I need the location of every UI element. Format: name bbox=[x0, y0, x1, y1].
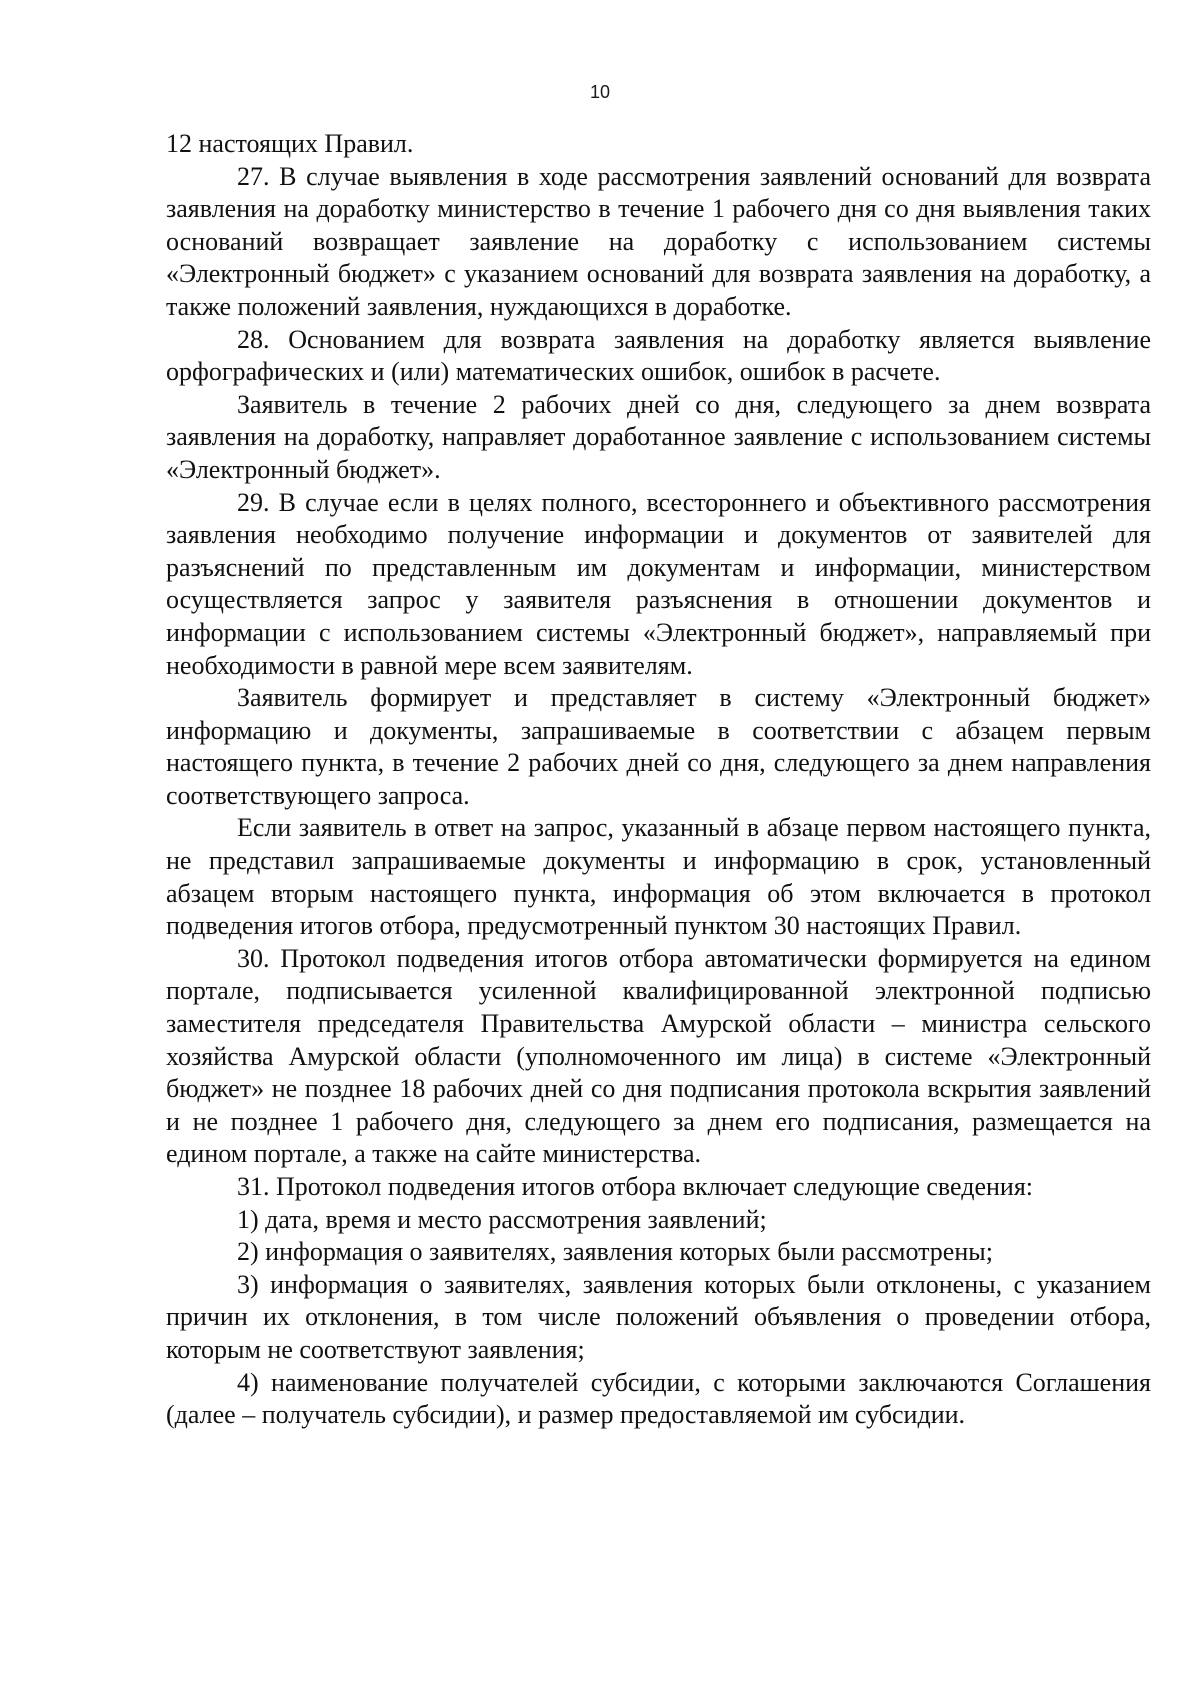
paragraph-applicant-resubmission: Заявитель в течение 2 рабочих дней со дня, следующего за днем возврата заявления на доработку, направляет доработанное заявление с использованием системы «Электронный бюджет». bbox=[166, 389, 1151, 484]
list-item-2: 2) информация о заявителях, заявления которых были рассмотрены; bbox=[237, 1237, 993, 1267]
list-item-4: 4) наименование получателей субсидии, с которыми заключаются Соглашения (далее – получатель субсидии), и размер предоставляемой им субсидии. bbox=[166, 1367, 1151, 1430]
paragraph-applicant-response: Заявитель формирует и представляет в систему «Электронный бюджет» информацию и документы, запрашиваемые в соответствии с абзацем первым настоящего пункта, в течение 2 рабочих дней со дня, следующего за днем направления соответствующего запроса. bbox=[166, 683, 1151, 810]
document-body bbox=[166, 128, 1151, 1432]
paragraph-item-30: 30. Протокол подведения итогов отбора автоматически формируется на едином портале, подписывается усиленной квалифицированной электронной подписью заместителя председателя Правительства Амурской области – министра сельского хозяйства Амурской области (уполномоченного им лица) в системе «Электронный бюджет» не позднее 18 рабочих дней со дня подписания протокола вскрытия заявлений и не позднее 1 рабочего дня, следующего за днем его подписания, размещается на едином портале, а также на сайте министерства. bbox=[166, 943, 1151, 1169]
paragraph-item-31: 31. Протокол подведения итогов отбора включает следующие сведения: bbox=[237, 1172, 1033, 1201]
list-item-1: 1) дата, время и место рассмотрения заявлений; bbox=[237, 1204, 767, 1234]
paragraph-non-submission: Если заявитель в ответ на запрос, указанный в абзаце первом настоящего пункта, не представил запрашиваемые документы и информацию в срок, установленный абзацем вторым настоящего пункта, информация об этом включается в протокол подведения итогов отбора, предусмотренный пунктом 30 настоящих Правил. bbox=[166, 813, 1151, 941]
paragraph-item-27: 27. В случае выявления в ходе рассмотрения заявлений оснований для возврата заявления на доработку министерство в течение 1 рабочего дня со дня выявления таких оснований возвращает заявление на доработку с использованием системы «Электронный бюджет» с указанием оснований для возврата заявления на доработку, а также положений заявления, нуждающихся в доработке. bbox=[166, 161, 1151, 321]
paragraph-item-29: 29. В случае если в целях полного, всестороннего и объективного рассмотрения заявления необходимо получение информации и документов от заявителей для разъяснений по представленным им документам и информации, министерством осуществляется запрос у заявителя разъяснения в отношении документов и информации с использованием системы «Электронный бюджет», направляемый при необходимости в равной мере всем заявителям. bbox=[166, 487, 1151, 680]
page-number: 10 bbox=[589, 82, 611, 102]
paragraph-item-28: 28. Основанием для возврата заявления на доработку является выявление орфографических и (или) математических ошибок, ошибок в расчете. bbox=[166, 324, 1151, 387]
list-item-3: 3) информация о заявителях, заявления которых были отклонены, с указанием причин их отклонения, в том числе положений объявления о проведении отбора, которым не соответствуют заявления; bbox=[166, 1269, 1151, 1364]
paragraph-continuation: 12 настоящих Правил. bbox=[166, 129, 414, 158]
